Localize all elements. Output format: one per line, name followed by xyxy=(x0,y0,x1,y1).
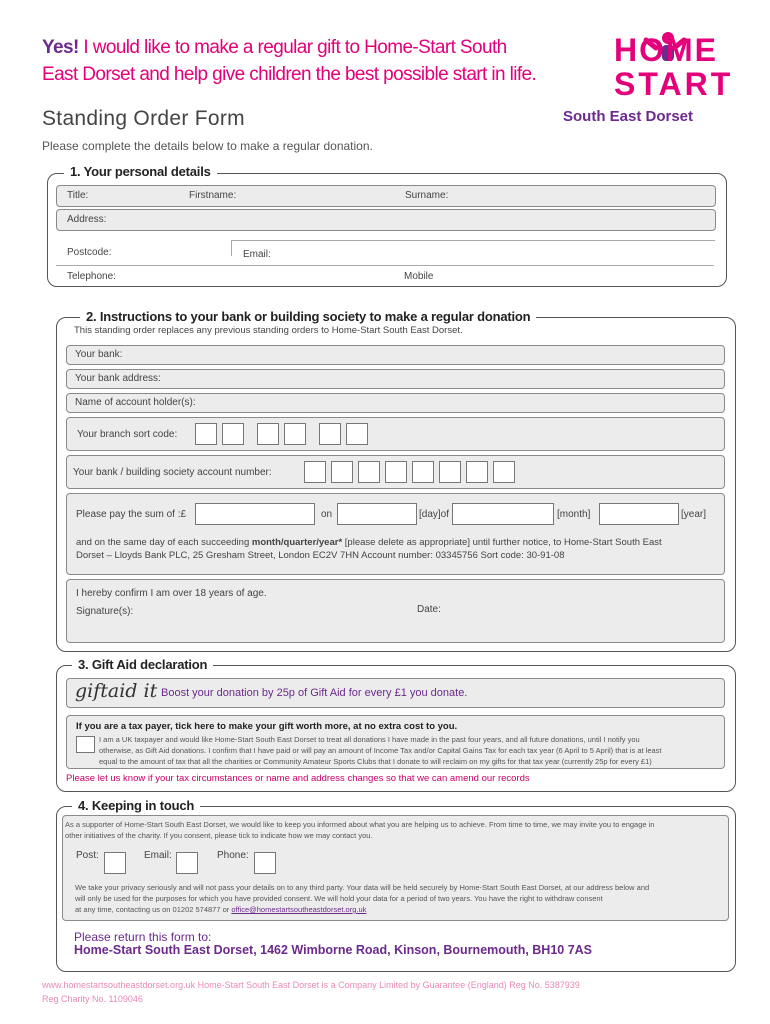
year-label: [year] xyxy=(681,509,707,520)
frequency-options[interactable]: month/quarter/year* xyxy=(251,537,343,548)
privacy-line2: will only be used for the purposes for which you have provided consent. We will hold your data for a period of two years. You have the right to withdraw consent xyxy=(75,894,603,903)
address-label: Address: xyxy=(67,214,107,225)
sort-code-digit[interactable] xyxy=(257,423,279,445)
day-input[interactable] xyxy=(337,503,417,525)
email-checkbox[interactable] xyxy=(176,852,198,874)
sort-code-digit[interactable] xyxy=(222,423,244,445)
contact-intro-line1: As a supporter of Home-Start South East Dorset, we would like to keep you informed about what you are helping us to achieve. From time to time, we may invite you to engage in xyxy=(65,820,655,829)
footer-line2: Reg Charity No. 1109046 xyxy=(42,994,143,1004)
declaration-line2: otherwise, as Gift Aid donations. I confirm that I have paid or will pay an amount of Income Tax and/or Capital Gains Tax for each tax year (6 April to 5 April) that is at least xyxy=(99,746,662,755)
declaration-text xyxy=(99,734,721,767)
taxpayer-heading: If you are a tax payer, tick here to make your gift worth more, at no extra cost to you. xyxy=(76,721,458,732)
signature-label: Signature(s): xyxy=(76,606,134,617)
contact-intro-line2: other initiatives of the charity. If you consent, please tick to indicate how we may contact you. xyxy=(65,831,373,840)
section2-title: 2. Instructions to your bank or building society to make a regular donation xyxy=(80,309,536,324)
gift-aid-banner xyxy=(66,678,725,708)
address-field[interactable] xyxy=(56,209,716,231)
gift-aid-declaration xyxy=(66,715,725,769)
logo-region: South East Dorset xyxy=(563,108,694,125)
name-row xyxy=(56,185,716,207)
account-number-digit[interactable] xyxy=(358,461,380,483)
amount-input[interactable] xyxy=(195,503,315,525)
bank-label: Your bank: xyxy=(75,349,123,360)
privacy-text xyxy=(75,882,725,915)
sort-code-digit[interactable] xyxy=(346,423,368,445)
post-checkbox[interactable] xyxy=(104,852,126,874)
telephone-divider xyxy=(56,265,714,266)
bank-account-details: Dorset – Lloyds Bank PLC, 25 Gresham Street, London EC2V 7HN Account number: 03345756 Sort code: 30-91-08 xyxy=(76,550,565,561)
age-confirm: I hereby confirm I am over 18 years of age. xyxy=(76,588,267,599)
title-label: Title: xyxy=(67,190,89,201)
headline xyxy=(42,34,562,88)
account-holder-field[interactable] xyxy=(66,393,725,413)
return-label: Please return this form to: xyxy=(74,930,212,944)
gift-aid-boost: Boost your donation by 25p of Gift Aid for every £1 you donate. xyxy=(161,687,468,699)
form-title: Standing Order Form xyxy=(42,107,245,130)
mobile-label[interactable]: Mobile xyxy=(404,271,434,282)
succeeding-text xyxy=(76,536,721,562)
month-input[interactable] xyxy=(452,503,554,525)
succeeding-post: [please delete as appropriate] until further notice, to Home-Start South East xyxy=(342,537,662,548)
contact-preferences xyxy=(62,815,729,921)
account-number-digit[interactable] xyxy=(331,461,353,483)
account-number-digit[interactable] xyxy=(304,461,326,483)
headline-line2: East Dorset and help give children the best possible start in life. xyxy=(42,64,537,85)
signature-box[interactable] xyxy=(66,579,725,643)
section3-title: 3. Gift Aid declaration xyxy=(72,657,213,672)
giftaid-logo: giftaid it xyxy=(75,680,158,702)
privacy-line3: at any time, contacting us on 01202 574877 or xyxy=(75,905,232,914)
pay-sum-label: Please pay the sum of :£ xyxy=(76,509,187,520)
account-number-digit[interactable] xyxy=(385,461,407,483)
email-divider-v xyxy=(231,240,232,256)
account-holder-label: Name of account holder(s): xyxy=(75,397,196,408)
bank-address-field[interactable] xyxy=(66,369,725,389)
section4-title: 4. Keeping in touch xyxy=(72,798,200,813)
firstname-label[interactable]: Firstname: xyxy=(189,190,237,201)
sort-code-label: Your branch sort code: xyxy=(77,429,178,440)
changes-notice: Please let us know if your tax circumstances or name and address changes so that we can amend our records xyxy=(66,773,530,784)
contact-intro xyxy=(65,819,725,841)
succeeding-pre: and on the same day of each succeeding xyxy=(76,537,252,548)
account-number-digit[interactable] xyxy=(493,461,515,483)
bank-address-label: Your bank address: xyxy=(75,373,161,384)
declaration-line3: equal to the amount of tax that all the charities or Community Amateur Sports Clubs that I donate to will reclaim on my gifts for that tax year (currently 25p for every £1) xyxy=(99,757,652,766)
office-email-link[interactable]: office@homestartsoutheastdorset.org.uk xyxy=(231,905,367,914)
phone-checkbox[interactable] xyxy=(254,852,276,874)
account-number-digit[interactable] xyxy=(466,461,488,483)
email-label[interactable]: Email: xyxy=(243,249,271,260)
logo-start: START xyxy=(614,66,734,102)
post-label: Post: xyxy=(76,850,99,861)
logo-home: HOME xyxy=(614,32,718,68)
section2-intro: This standing order replaces any previous standing orders to Home-Start South East Dorset. xyxy=(74,325,463,336)
account-number-digit[interactable] xyxy=(412,461,434,483)
month-label: [month] xyxy=(557,509,591,520)
phone-label: Phone: xyxy=(217,850,249,861)
date-label: Date: xyxy=(417,604,441,615)
return-address: Home-Start South East Dorset, 1462 Wimborne Road, Kinson, Bournemouth, BH10 7AS xyxy=(74,943,593,957)
bank-field[interactable] xyxy=(66,345,725,365)
email-divider xyxy=(231,240,715,241)
headline-yes: Yes! xyxy=(42,37,79,58)
sort-code-row xyxy=(66,417,725,451)
section1-title: 1. Your personal details xyxy=(64,164,217,179)
declaration-line1: I am a UK taxpayer and would like Home-Start South East Dorset to treat all donations I have made in the past four years, and all future donations, until I notify you xyxy=(99,735,640,744)
surname-label[interactable]: Surname: xyxy=(405,190,449,201)
postcode-label[interactable]: Postcode: xyxy=(67,247,112,258)
home-start-logo xyxy=(612,28,732,100)
sort-code-digit[interactable] xyxy=(284,423,306,445)
day-of-label: [day]of xyxy=(419,509,450,520)
on-label: on xyxy=(321,509,333,520)
account-number-label: Your bank / building society account number: xyxy=(73,467,272,478)
headline-line1: I would like to make a regular gift to Home-Start South xyxy=(83,37,507,58)
account-number-digit[interactable] xyxy=(439,461,461,483)
form-subtitle: Please complete the details below to make a regular donation. xyxy=(42,139,373,153)
sort-code-digit[interactable] xyxy=(319,423,341,445)
gift-aid-checkbox[interactable] xyxy=(76,736,95,753)
sort-code-digit[interactable] xyxy=(195,423,217,445)
email-contact-label: Email: xyxy=(144,850,172,861)
privacy-line1: We take your privacy seriously and will not pass your details on to any third party. Your data will be held securely by Home-Start South East Dorset, at our address below and xyxy=(75,883,650,892)
telephone-label[interactable]: Telephone: xyxy=(67,271,116,282)
year-input[interactable] xyxy=(599,503,679,525)
footer-line1: www.homestartsoutheastdorset.org.uk Home-Start South East Dorset is a Company Limited by Guarantee (England) Reg No. 5387939 xyxy=(42,980,580,990)
